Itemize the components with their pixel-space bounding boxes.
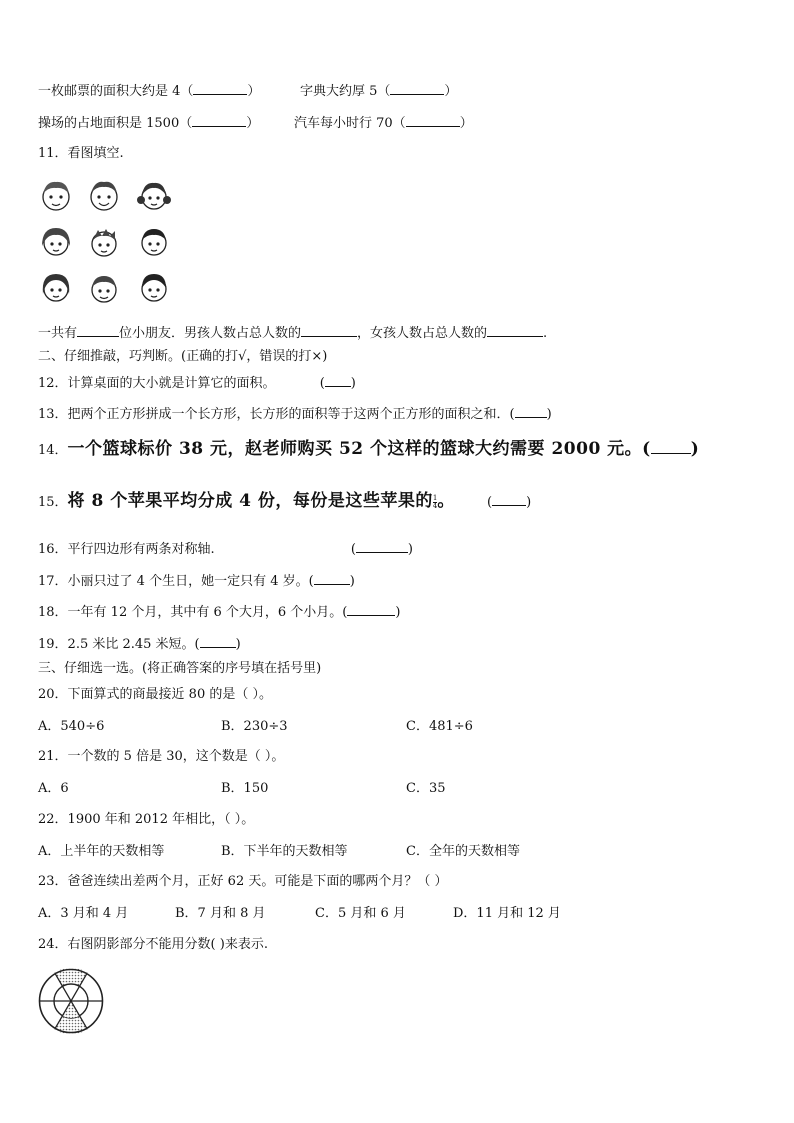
answer-blank[interactable]	[515, 405, 547, 418]
q17-line	[38, 572, 355, 591]
answer-blank[interactable]	[301, 324, 357, 337]
q19-line	[38, 635, 241, 654]
q23-text: 23．爸爸连续出差两个月，正好 62 天。可能是下面的哪两个月？（ ）	[38, 874, 448, 889]
q17-text: 17．小丽只过了 4 个生日，她一定只有 4 岁。(	[38, 574, 314, 589]
answer-blank[interactable]	[406, 114, 460, 127]
playground-text: 操场的占地面积是 1500（	[38, 116, 193, 131]
q21-option-c[interactable]: C．35	[406, 781, 446, 796]
q11-text-4: .	[543, 326, 548, 341]
paren-open: (	[319, 376, 325, 391]
fraction-denominator: 4	[432, 502, 438, 510]
circle-fraction-diagram	[38, 968, 104, 1034]
q22-option-c[interactable]: C．全年的天数相等	[406, 844, 520, 859]
paren-close: )	[546, 407, 552, 422]
child-face-icon	[136, 178, 172, 214]
answer-blank[interactable]	[325, 374, 351, 387]
q18-text: 18．一年有 12 个月，其中有 6 个大月，6 个小月。(	[38, 605, 348, 620]
q18-line	[38, 603, 400, 622]
q11-text-1: 一共有	[38, 326, 78, 341]
q20-option-b[interactable]: B．230÷3	[221, 719, 288, 734]
car-speed-text: 汽车每小时行 70（	[294, 116, 406, 131]
q16-line	[38, 540, 413, 559]
answer-blank[interactable]	[487, 324, 543, 337]
q13-line	[38, 405, 552, 424]
paren-close: )	[407, 542, 413, 557]
q23-option-a[interactable]: A．3 月和 4 月	[38, 906, 129, 921]
q11-fill-line	[38, 324, 547, 343]
paren-close: ）	[444, 84, 458, 99]
q12-text: 12．计算桌面的大小就是计算它的面积。	[38, 376, 276, 391]
paren-close: )	[350, 376, 356, 391]
answer-blank[interactable]	[492, 493, 526, 506]
q12-paren	[320, 374, 356, 393]
paren-open: (	[487, 495, 493, 510]
child-face-icon	[136, 224, 172, 260]
q23-option-c[interactable]: C．5 月和 6 月	[315, 906, 406, 921]
q22-option-a[interactable]: A．上半年的天数相等	[38, 844, 165, 859]
q20-option-c[interactable]: C．481÷6	[406, 719, 473, 734]
answer-blank[interactable]	[314, 572, 350, 585]
q16-paren	[351, 540, 413, 559]
answer-blank[interactable]	[192, 114, 246, 127]
stamp-area-text: 一枚邮票的面积大约是 4（	[38, 84, 194, 99]
q10-dictionary	[300, 82, 457, 101]
q15-end: 。	[437, 491, 455, 511]
paren-close: )	[395, 605, 401, 620]
paren-close: ）	[246, 116, 260, 131]
q10-line-1	[38, 82, 260, 101]
q15-number: 15．	[38, 495, 68, 510]
q21-text: 21．一个数的 5 倍是 30，这个数是（ ）。	[38, 749, 285, 764]
q21-option-b[interactable]: B．150	[221, 781, 269, 796]
q22-text: 22．1900 年和 2012 年相比，（ ）。	[38, 812, 255, 827]
dictionary-text: 字典大约厚 5（	[300, 84, 391, 99]
paren-close: )	[526, 495, 532, 510]
q20-text: 20．下面算式的商最接近 80 的是（ ）。	[38, 687, 272, 702]
q13-text: 13．把两个正方形拼成一个长方形，长方形的面积等于这两个正方形的面积之和．(	[38, 407, 515, 422]
q21-option-a[interactable]: A．6	[38, 781, 69, 796]
paren-close: )	[690, 439, 700, 459]
paren-close: ）	[247, 84, 261, 99]
q24-text: 24．右图阴影部分不能用分数( )来表示.	[38, 937, 268, 952]
q23-option-d[interactable]: D．11 月和 12 月	[453, 906, 561, 921]
q14-number: 14．	[38, 443, 68, 458]
q22-option-b[interactable]: B．下半年的天数相等	[221, 844, 348, 859]
q19-text: 19．2.5 米比 2.45 米短。(	[38, 637, 200, 652]
q10-car	[294, 114, 473, 133]
children-faces-grid	[38, 178, 178, 306]
answer-blank[interactable]	[347, 603, 395, 616]
child-face-icon	[86, 178, 122, 214]
q15-line	[38, 492, 531, 512]
child-face-icon	[86, 270, 122, 306]
answer-blank[interactable]	[77, 324, 119, 337]
child-face-icon	[38, 178, 74, 214]
q15-text: 将 8 个苹果平均分成 4 份，每份是这些苹果的	[67, 491, 433, 511]
answer-blank[interactable]	[356, 540, 408, 553]
paren-close: ）	[459, 116, 473, 131]
child-face-icon	[136, 270, 172, 306]
paren-close: )	[235, 637, 241, 652]
child-face-icon	[86, 224, 122, 260]
q12-line	[38, 374, 356, 393]
q11-text-2: 位小朋友．男孩人数占总人数的	[119, 326, 302, 341]
section-3-heading: 三、仔细选一选。(将正确答案的序号填在括号里)	[38, 661, 322, 676]
q14-line	[38, 440, 699, 460]
answer-blank[interactable]	[651, 441, 691, 454]
q16-text: 16．平行四边形有两条对称轴.	[38, 542, 215, 557]
paren-close: )	[349, 574, 355, 589]
fraction-numerator: 1	[432, 494, 438, 502]
q14-text: 一个篮球标价 38 元，赵老师购买 52 个这样的篮球大约需要 2000 元。(	[67, 439, 651, 459]
child-face-icon	[38, 224, 74, 260]
answer-blank[interactable]	[390, 82, 444, 95]
q11-text-3: ，女孩人数占总人数的	[357, 326, 488, 341]
q10-line-2	[38, 114, 259, 133]
q23-option-b[interactable]: B．7 月和 8 月	[175, 906, 266, 921]
child-face-icon	[38, 270, 74, 306]
q20-option-a[interactable]: A．540÷6	[38, 719, 105, 734]
q15-paren	[487, 493, 531, 512]
paren-open: (	[350, 542, 356, 557]
section-2-heading: 二、仔细推敲，巧判断。(正确的打√，错误的打×)	[38, 349, 328, 364]
q11-title: 11．看图填空.	[38, 146, 124, 161]
answer-blank[interactable]	[193, 82, 247, 95]
answer-blank[interactable]	[200, 635, 236, 648]
